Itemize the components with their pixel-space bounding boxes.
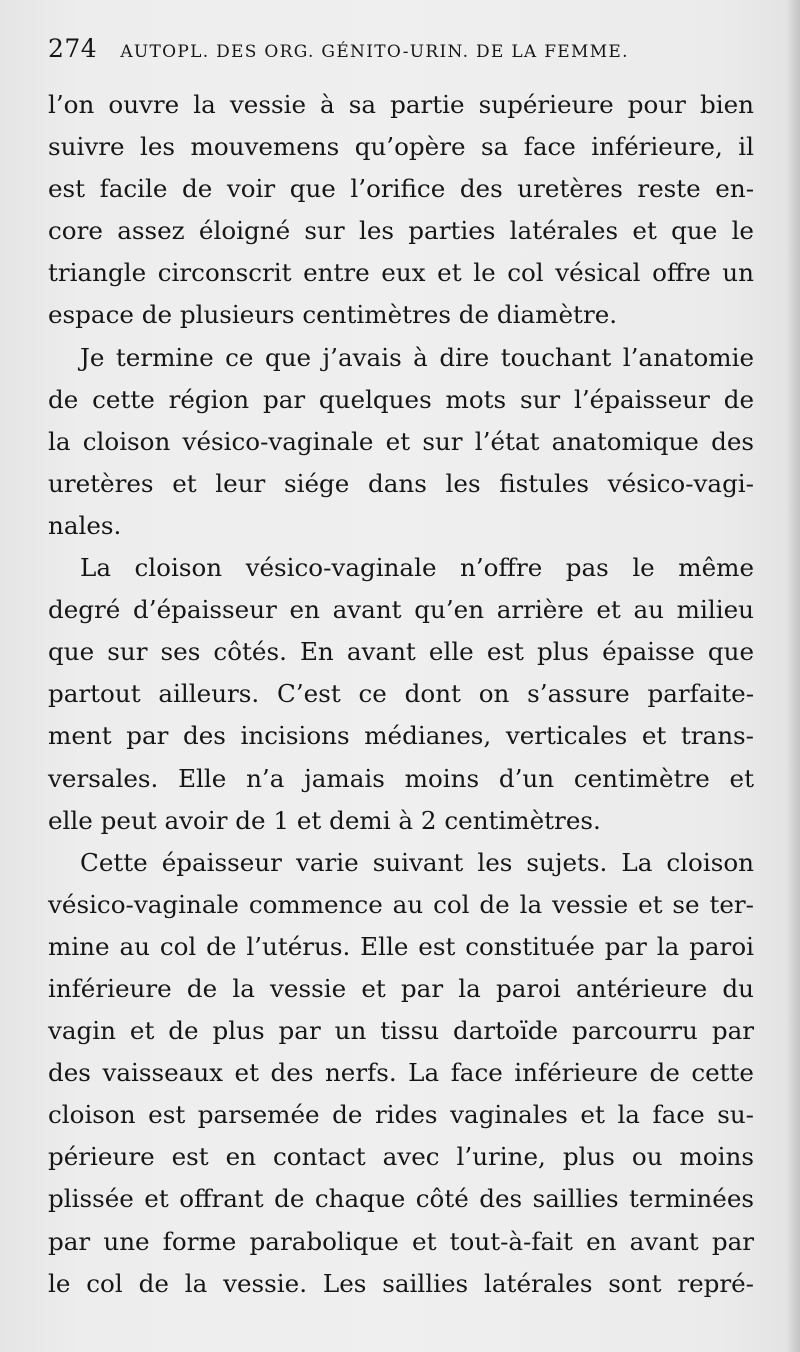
text-line: uretères et leur siége dans les fistules vésico-vagi- <box>48 468 754 498</box>
text-line: la cloison vésico-vaginale et sur l’état anatomique des <box>48 426 754 456</box>
text-line: est facile de voir que l’orifice des uretères reste en- <box>48 174 754 204</box>
text-line: mine au col de l’utérus. Elle est constituée par la paroi <box>48 931 754 961</box>
text-line: core assez éloigné sur les parties latérales et que le <box>48 216 754 246</box>
text-line: La cloison vésico-vaginale n’offre pas le même <box>80 553 754 583</box>
text-line: l’on ouvre la vessie à sa partie supérieure pour bien <box>48 90 754 119</box>
text-line: de cette région par quelques mots sur l’épaisseur de <box>48 384 754 414</box>
text-line: Cette épaisseur varie suivant les sujets. La cloison <box>80 847 754 877</box>
text-line: versales. Elle n’a jamais moins d’un centimètre et <box>48 763 754 793</box>
text-line: vésico-vaginale commence au col de la vessie et se ter- <box>48 889 754 919</box>
text-line: périeure est en contact avec l’urine, plus ou moins <box>48 1142 754 1172</box>
text-line: elle peut avoir de 1 et demi à 2 centimètres. <box>48 805 601 835</box>
text-line: vagin et de plus par un tissu dartoïde parcourru par <box>48 1016 754 1046</box>
body-text <box>48 84 754 1305</box>
text-line: plissée et offrant de chaque côté des saillies terminées <box>48 1184 754 1214</box>
text-line: que sur ses côtés. En avant elle est plus épaisse que <box>48 637 754 667</box>
text-line: degré d’épaisseur en avant qu’en arrière et au milieu <box>48 595 754 625</box>
text-line: inférieure de la vessie et par la paroi antérieure du <box>48 973 754 1003</box>
page-number: 274 <box>48 34 98 63</box>
text-line: par une forme parabolique et tout-à-fait en avant par <box>48 1226 754 1256</box>
text-line: Je termine ce que j’avais à dire touchant l’anatomie <box>80 342 754 372</box>
text-line: des vaisseaux et des nerfs. La face inférieure de cette <box>48 1058 754 1088</box>
text-line: partout ailleurs. C’est ce dont on s’assure parfaite- <box>48 679 754 709</box>
text-line: le col de la vessie. Les saillies latérales sont repré- <box>48 1268 754 1298</box>
page-edge-shadow <box>786 0 800 1352</box>
text-line: ment par des incisions médianes, verticales et trans- <box>48 721 754 751</box>
text-line: triangle circonscrit entre eux et le col vésical offre un <box>48 258 754 288</box>
running-head <box>48 34 768 70</box>
running-title: AUTOPL. DES ORG. GÉNITO-URIN. DE LA FEMME. <box>120 42 629 62</box>
text-line: espace de plusieurs centimètres de diamètre. <box>48 300 618 330</box>
text-line: suivre les mouvemens qu’opère sa face inférieure, il <box>48 132 754 162</box>
text-line: nales. <box>48 510 122 540</box>
text-line: cloison est parsemée de rides vaginales et la face su- <box>48 1100 754 1130</box>
